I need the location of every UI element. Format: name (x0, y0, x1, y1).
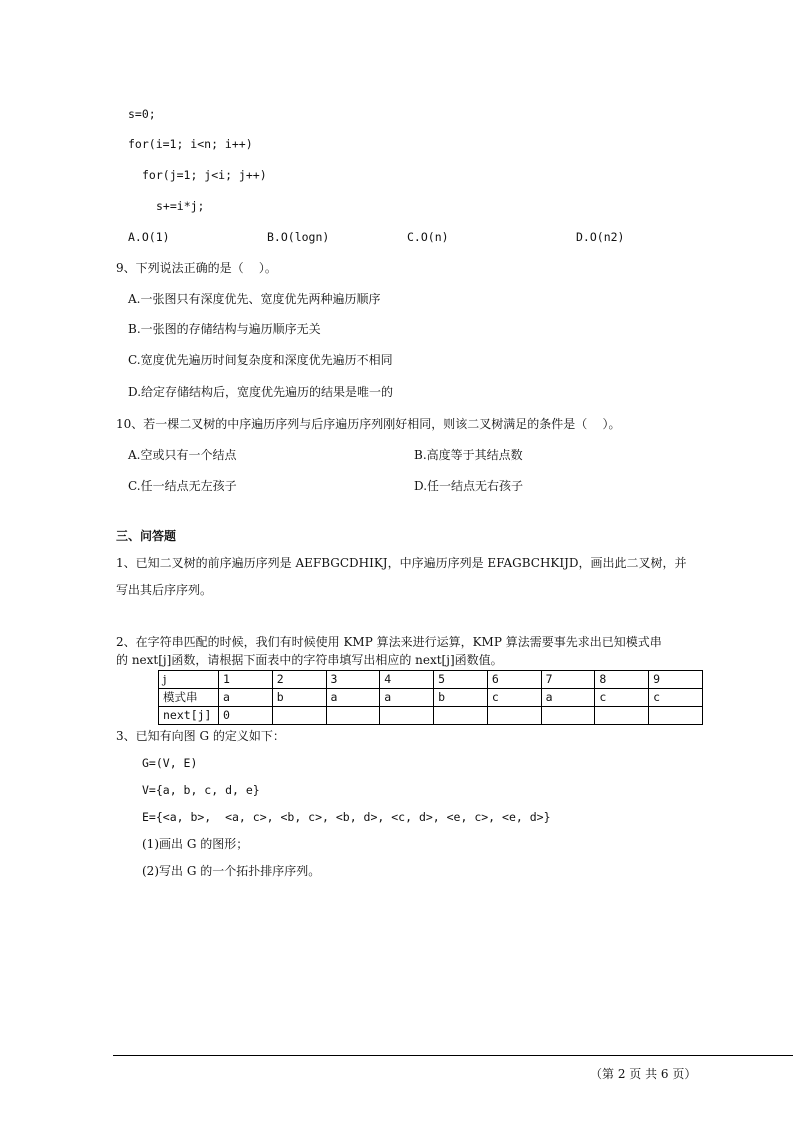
q10-option-c: C.任一结点无左孩子 (128, 479, 237, 493)
q8-option-a: A.O(1) (128, 230, 170, 244)
table-cell: a (380, 689, 434, 707)
q8-option-c: C.O(n) (407, 230, 449, 244)
q3-v-set: V={a, b, c, d, e} (142, 783, 260, 797)
q9-option-c: C.宽度优先遍历时间复杂度和深度优先遍历不相同 (128, 353, 393, 367)
q9-option-b: B.一张图的存储结构与遍历顺序无关 (128, 322, 321, 336)
table-cell: c (649, 689, 703, 707)
code-line-4: s+=i*j; (156, 199, 205, 213)
table-cell: c (487, 689, 541, 707)
q9-option-d: D.给定存储结构后，宽度优先遍历的结果是唯一的 (128, 385, 394, 399)
q10-option-a: A.空或只有一个结点 (128, 448, 237, 462)
table-cell-blank[interactable] (326, 707, 380, 725)
q10-stem: 10、若一棵二叉树的中序遍历序列与后序遍历序列刚好相同，则该二叉树满足的条件是（ ）。 (116, 417, 621, 431)
table-cell-blank[interactable] (649, 707, 703, 725)
table-cell: 4 (380, 671, 434, 689)
section-heading: 三、问答题 (116, 529, 177, 543)
table-row (159, 689, 703, 707)
table-row (159, 671, 703, 689)
table-cell: 8 (595, 671, 649, 689)
q3-g-definition: G=(V, E) (142, 756, 198, 770)
q10-option-b: B.高度等于其结点数 (414, 448, 523, 462)
table-cell: 0 (219, 707, 273, 725)
table-cell: 2 (272, 671, 326, 689)
table-cell: a (326, 689, 380, 707)
q2-line-1: 2、在字符串匹配的时候，我们有时候使用 KMP 算法来进行运算，KMP 算法需要事先求出已知模式串 (116, 635, 662, 649)
code-line-2: for(i=1; i<n; i++) (128, 137, 253, 151)
table-cell: 6 (487, 671, 541, 689)
q3-part-2: (2)写出 G 的一个拓扑排序序列。 (142, 864, 321, 878)
next-function-table (158, 670, 703, 725)
row-label-next: next[j] (159, 707, 219, 725)
code-line-3: for(j=1; j<i; j++) (142, 168, 267, 182)
q1-line-1: 1、已知二叉树的前序遍历序列是 AEFBGCDHIKJ，中序遍历序列是 EFAGBCHKIJD，画出此二叉树，并 (116, 556, 687, 570)
table-cell-blank[interactable] (434, 707, 488, 725)
q3-part-1: (1)画出 G 的图形； (142, 837, 249, 851)
q2-line-2: 的 next[j]函数，请根据下面表中的字符串填写出相应的 next[j]函数值。 (116, 653, 503, 667)
q10-option-d: D.任一结点无右孩子 (414, 479, 524, 493)
table-cell-blank[interactable] (487, 707, 541, 725)
row-label-j: j (159, 671, 219, 689)
q3-e-set: E={<a, b>, <a, c>, <b, c>, <b, d>, <c, d>, <e, c>, <e, d>} (142, 810, 551, 824)
code-line-1: s=0; (128, 107, 156, 121)
table-cell: a (219, 689, 273, 707)
table-cell: 5 (434, 671, 488, 689)
q8-option-b: B.O(logn) (267, 230, 330, 244)
table-cell-blank[interactable] (541, 707, 595, 725)
table-cell: b (434, 689, 488, 707)
footer-rule (113, 1055, 793, 1056)
q9-option-a: A.一张图只有深度优先、宽度优先两种遍历顺序 (128, 292, 381, 306)
table-cell-blank[interactable] (380, 707, 434, 725)
table-cell-blank[interactable] (272, 707, 326, 725)
table-cell: 9 (649, 671, 703, 689)
table-cell: 7 (541, 671, 595, 689)
q9-stem: 9、下列说法正确的是（ ）。 (116, 261, 277, 275)
table-cell-blank[interactable] (595, 707, 649, 725)
page-footer: （第 2 页 共 6 页） (590, 1067, 697, 1081)
table-row (159, 707, 703, 725)
table-cell: b (272, 689, 326, 707)
row-label-pattern: 模式串 (159, 689, 219, 707)
q8-option-d: D.O(n2) (576, 230, 625, 244)
q1-line-2: 写出其后序序列。 (116, 583, 213, 597)
table-cell: 3 (326, 671, 380, 689)
table-cell: c (595, 689, 649, 707)
q3-stem: 3、已知有向图 G 的定义如下： (116, 729, 285, 743)
table-cell: 1 (219, 671, 273, 689)
table-cell: a (541, 689, 595, 707)
